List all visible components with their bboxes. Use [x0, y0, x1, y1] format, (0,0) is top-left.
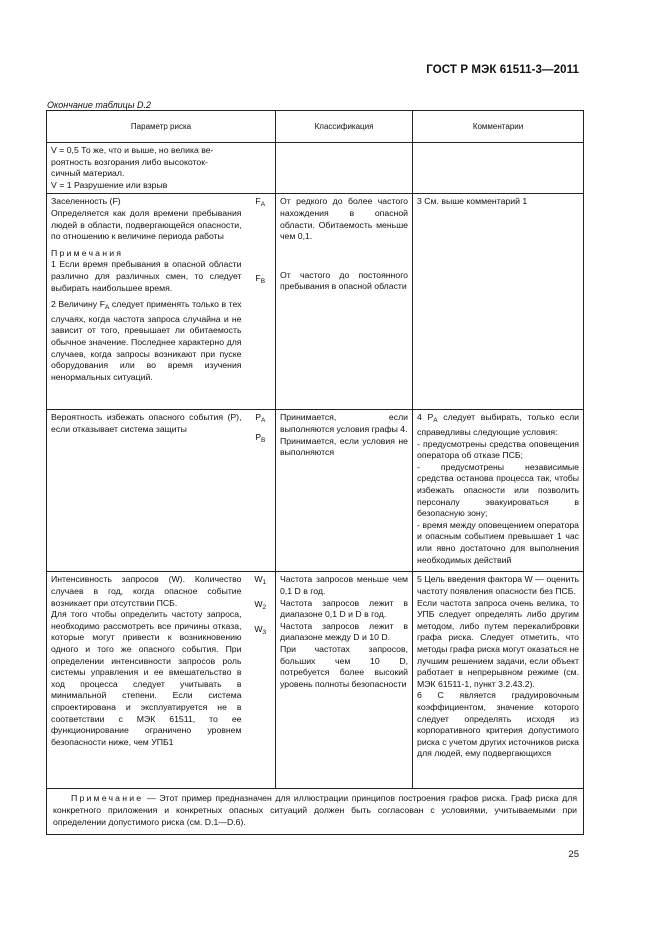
classification-w3: Частота запросов лежит в диапазоне между D и 10 D. — [280, 620, 409, 643]
classification-cell — [276, 410, 413, 572]
note-1: 1 Если время пребывания в опасной области различно для различных смен, то следует выбирать наибольшее время. — [51, 259, 242, 293]
table-caption: Окончание таблицы D.2 — [47, 100, 151, 110]
footnote-text: — Этот пример предназначен для иллюстрации принципов построения графов риска. Граф риска для конкретного приложения и конкретных опасных ситуаций должен быть согласован с условиями, учитываемыми при определении допустимого риска (см. D.1—D.6). — [53, 793, 578, 827]
symbol-fb: $F_B$ — [255, 272, 266, 285]
comment-6: 6 С является градуировочным коэффициентом, значение которого следует определять исходя из корпоративного критерия допустимого риска с учетом других источников риска для людей, ему подвергающихся — [417, 690, 580, 759]
comment-5-cont: Если частота запроса очень велика, то УПБ следует определять либо другим методом, либо путем перекалибровки графа риска. Следует отметить, что методы графа риска могут оказаться не лучшим решением задачи, если объект работает в непрерывном режиме (см. МЭК 61511-1, пункт 3.2.43.2). — [417, 597, 580, 689]
classification-pb: Принимается, если условия не выполняются — [280, 435, 409, 458]
symbol-w1: $W_1$ — [254, 574, 267, 587]
comment-item: - предусмотрены независимые средства останова процесса так, чтобы избежать опасности или позволить персоналу эвакуироваться в безопасную зону; — [417, 461, 580, 519]
classification-high: При частотах запросов, больших чем 10 D, потребуется более высокий уровень полноты безопасности — [280, 643, 409, 689]
symbol-fa: $F_A$ — [255, 196, 266, 209]
column-header-parameter: Параметр риска — [47, 111, 276, 143]
page-number: 25 — [568, 849, 579, 860]
classification-fb: От частого до постоянного пребывания в опасной области — [280, 269, 409, 292]
param-line: V = 1 Разрушение или взрыв — [51, 179, 168, 190]
param-line: V = 0,5 То же, что и выше, но велика ве- — [51, 145, 214, 155]
column-header-comments: Комментарии — [413, 111, 584, 143]
symbol-pb: $P_B$ — [255, 431, 266, 444]
classification-cell — [276, 572, 413, 789]
param-line: сичный материал. — [51, 168, 125, 179]
comment-item: - предусмотрены средства оповещения оператора об отказе ПСБ; — [417, 438, 580, 461]
symbol-pa: $P_A$ — [255, 412, 266, 425]
param-text: Интенсивность запросов (W). Количество случаев в год, когда опасное событие возникает при отсутствии ПСБ. — [51, 574, 242, 608]
symbol-w3: $W_3$ — [254, 623, 267, 636]
classification-w2: Частота запросов лежит в диапазоне 0,1 D и D в год. — [280, 597, 409, 620]
footnote-heading: Примечание — [71, 793, 144, 804]
table-row — [47, 572, 584, 789]
classification-w1: Частота запросов меньше чем 0,1 D в год. — [280, 574, 409, 596]
symbol-cell — [246, 572, 276, 789]
comment-4: 4 $P_A$ следует выбирать, только если справедливы следующие условия: — [417, 412, 580, 437]
param-text-2: Для того чтобы определить частоту запроса, необходимо рассмотреть все причины отказа, которые могут привести к возникновению одного и того же опасного события. При определении интенсивности запросов роль системы управления и ее вмешательство в ход процесса следует учитывать в минимальной степени. Если система спроектирована и эксплуатируется не в соответствии с МЭК 61511, то ее функционирование ограничено уровнем безопасности ниже, чем УПБ1 — [51, 609, 242, 747]
symbol-cell — [246, 410, 276, 572]
param-cell — [47, 572, 246, 789]
symbol-cell — [246, 143, 276, 194]
symbol-cell — [246, 194, 276, 410]
note-heading: Примечания — [51, 247, 124, 258]
risk-table — [46, 110, 584, 835]
comment-3: 3 См. выше комментарий 1 — [417, 196, 528, 207]
comment-cell — [413, 410, 584, 572]
comment-cell — [413, 572, 584, 789]
table-row — [47, 194, 584, 410]
comment-item: - время между оповещением оператора и опасным событием превышает 1 час или явно достаточно для выполнения необходимых действий — [417, 519, 580, 565]
param-line: роятность возгорания либо высокоток- — [51, 156, 208, 167]
comment-5: 5 Цель введения фактора W — оценить частоту появления опасности без ПСБ. — [417, 574, 580, 596]
column-header-classification: Классификация — [276, 111, 413, 143]
classification-fa: От редкого до более частого нахождения в опасной области. Обитаемость меньше чем 0,1. — [280, 196, 409, 242]
param-cell — [47, 143, 246, 194]
param-title: Заселенность (F) — [51, 196, 121, 207]
classification-cell — [276, 194, 413, 410]
standard-header: ГОСТ Р МЭК 61511-3—2011 — [426, 64, 579, 76]
param-text: Вероятность избежать опасного события (P), если отказывает система защиты — [51, 412, 242, 434]
table-header-row — [47, 111, 584, 143]
comment-cell — [413, 194, 584, 410]
footnote-row — [47, 789, 584, 835]
symbol-w2: $W_2$ — [254, 598, 267, 611]
comment-cell — [413, 143, 584, 194]
param-cell — [47, 410, 246, 572]
classification-cell — [276, 143, 413, 194]
footnote-cell — [47, 789, 584, 835]
param-cell — [47, 194, 246, 410]
param-text: Определяется как доля времени пребывания людей в области, подвергающейся опасности, по отношению к величине периода работы — [51, 207, 242, 242]
table-row — [47, 143, 584, 194]
table-row — [47, 410, 584, 572]
classification-pa: Принимается, если выполняются условия графы 4. — [280, 412, 409, 434]
note-2: 2 Величину $F_A$ следует применять только в тех случаях, когда частота запроса случайна и не зависит от того, превышает ли обитаемость обычное значение. Последнее характерно для случаев, когда запросы возникают при пуске оборудования или во время изучения ненормальных ситуаций. — [51, 299, 242, 382]
